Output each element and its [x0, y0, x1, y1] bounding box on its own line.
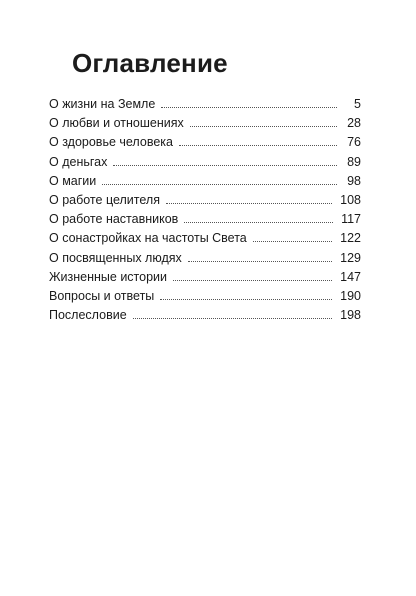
toc-entry-page: 198 [340, 308, 361, 323]
dot-leader [179, 144, 337, 146]
toc-entry [49, 172, 361, 191]
dot-leader [190, 125, 337, 127]
toc-entry-page: 117 [341, 212, 361, 227]
toc-entry-page: 122 [340, 231, 361, 246]
toc-entry [49, 249, 361, 268]
toc-entry [49, 114, 361, 133]
dot-leader [166, 202, 332, 204]
toc-entry-title: О здоровье человека [49, 135, 173, 150]
toc-entry [49, 229, 361, 248]
table-of-contents [49, 95, 361, 325]
toc-entry-page: 147 [340, 269, 361, 284]
toc-entry-page: 5 [354, 97, 361, 111]
toc-entry [49, 95, 361, 114]
toc-entry-title: О деньгах [49, 154, 108, 169]
dot-leader [161, 106, 337, 108]
toc-entry [49, 191, 361, 210]
toc-entry-title: О магии [49, 173, 97, 188]
toc-entry [49, 306, 361, 325]
toc-entry-title: О любви и отношениях [49, 116, 184, 131]
toc-entry-page: 76 [347, 135, 361, 150]
toc-entry-title: О сонастройках на частоты Света [49, 231, 247, 246]
page-title: Оглавление [72, 48, 228, 78]
toc-entry-title: О работе наставников [49, 212, 179, 227]
dot-leader [253, 240, 332, 242]
toc-entry-title: Послесловие [49, 308, 127, 323]
toc-entry [49, 268, 361, 287]
toc-entry-page: 28 [347, 116, 361, 131]
toc-entry-page: 108 [340, 192, 361, 207]
toc-entry-page: 89 [347, 154, 361, 169]
toc-entry [49, 133, 361, 152]
toc-entry [49, 287, 361, 306]
toc-entry-title: О посвященных людях [49, 250, 182, 265]
toc-entry-title: Жизненные истории [49, 269, 168, 284]
dot-leader [173, 279, 332, 281]
toc-entry [49, 210, 361, 229]
toc-entry-page: 190 [340, 288, 361, 303]
dot-leader [188, 260, 332, 262]
toc-entry-title: Вопросы и ответы [49, 288, 155, 303]
toc-entry-title: О работе целителя [49, 192, 160, 207]
dot-leader [133, 317, 332, 319]
toc-entry [49, 153, 361, 172]
dot-leader [102, 183, 337, 185]
toc-entry-page: 129 [340, 250, 361, 265]
dot-leader [113, 164, 337, 166]
dot-leader [160, 298, 332, 300]
toc-entry-title: О жизни на Земле [49, 97, 156, 111]
toc-entry-page: 98 [347, 173, 361, 188]
dot-leader [184, 221, 333, 223]
